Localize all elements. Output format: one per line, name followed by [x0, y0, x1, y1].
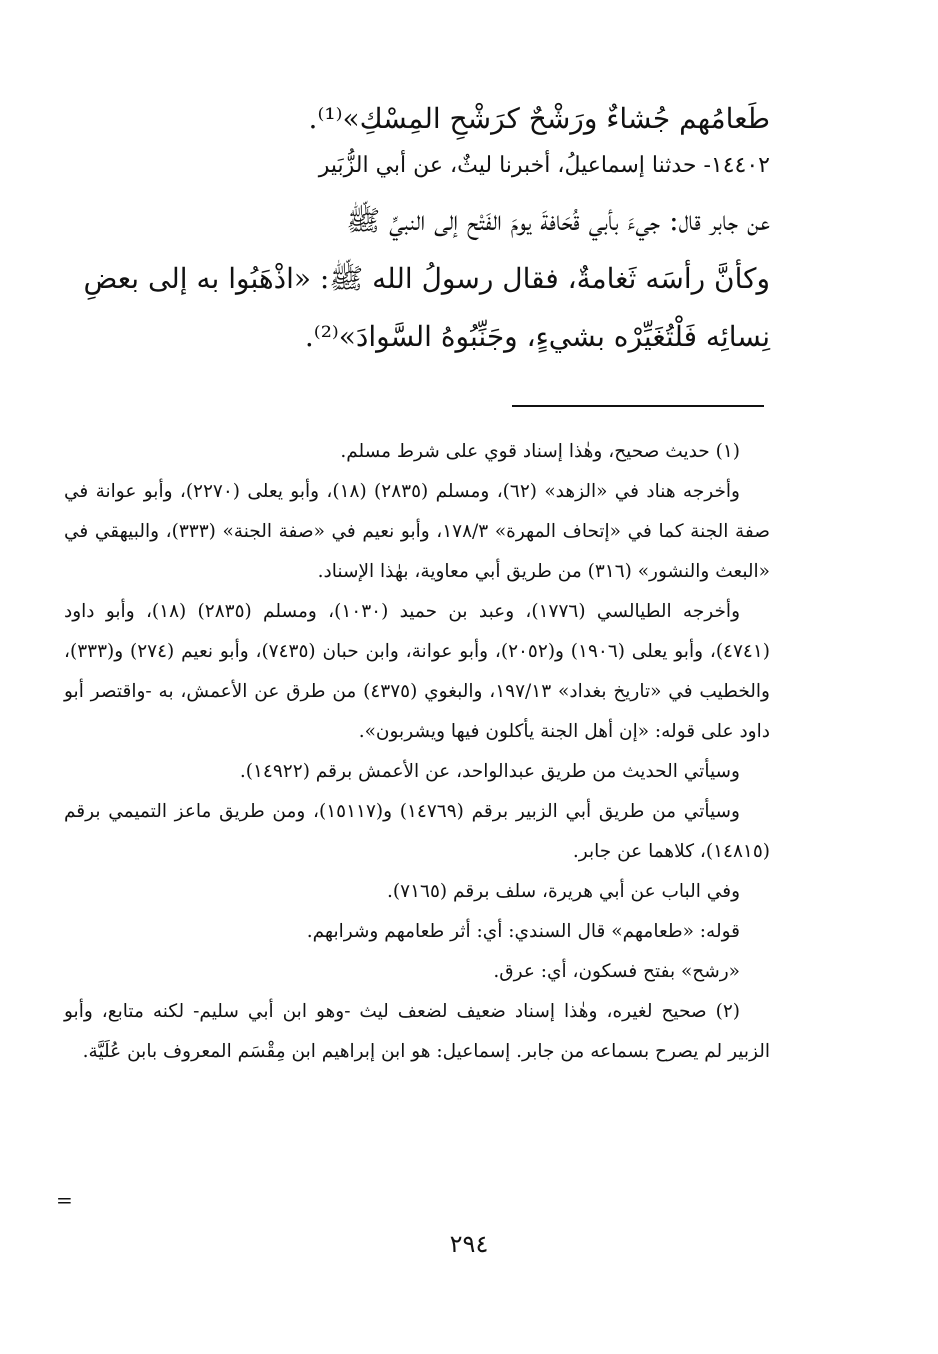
main-line-4: وكأنَّ رأسَه ثَغامةٌ، فقال رسولُ الله ﷺ: «اذْهَبُوا به إلى بعضِ [83, 262, 770, 295]
main-line-3: عن جابر قال: جيءَ بأبي قُحَافةَ يومَ الفَتْح إلى النبيِّ ﷺ [346, 204, 770, 237]
footnote-1: (١) حديث صحيح، وهٰذا إسناد قوي على شرط مسلم. [340, 441, 740, 462]
footnote-paragraph: وفي الباب عن أبي هريرة، سلف برقم (٧١٦٥). [387, 881, 740, 902]
footnote-2: (٢) صحيح لغيره، وهٰذا إسناد ضعيف لضعف ليث -وهو ابن أبي سليم- لكنه متابع، وأبو الزبير لم يصرح بسماعه من جابر. إسماعيل: هو ابن إبراهيم ابن مِقْسَم المعروف بابن عُلَيَّة. [64, 1001, 770, 1062]
main-line-1: طَعامُهم جُشاءٌ ورَشْحٌ كرَشْحِ المِسْكِ»⁽¹⁾. [308, 102, 770, 135]
hadith-chain: ١٤٤٠٢- حدثنا إسماعيلُ، أخبرنا ليثٌ، عن أبي الزُّبَير [318, 153, 770, 178]
footnote-paragraph: وأخرجه الطيالسي (١٧٧٦)، وعبد بن حميد (١٠٣٠)، ومسلم (٢٨٣٥) (١٨)، وأبو داود (٤٧٤١)، وأبو يعلى (١٩٠٦) و(٢٠٥٢)، وأبو عوانة، وابن حبان (٧٤٣٥)، وأبو نعيم (٢٧٤) و(٣٣٣)، والخطيب في «تاريخ بغداد» ١٩٧/١٣، والبغوي (٤٣٧٥) من طرق عن الأعمش، به -واقتصر أبو داود على قوله: «إن أهل الجنة يأكلون فيها ويشربون». [64, 601, 771, 742]
footnote-paragraph: «رشح» بفتح فسكون، أي: عرق. [493, 961, 740, 982]
footnote-paragraph: وسيأتي الحديث من طريق عبدالواحد، عن الأعمش برقم (١٤٩٢٢). [239, 761, 740, 782]
footnote-paragraph: قوله: «طعامهم» قال السندي: أي: أثر طعامهم وشرابهم. [306, 921, 740, 942]
main-line-5: نِسائِه فَلْتُغَيِّرْه بشيءٍ، وجَنِّبُوهُ السَّوادَ»⁽²⁾. [304, 320, 770, 353]
footnote-paragraph: وسيأتي من طريق أبي الزبير برقم (١٤٧٦٩) و(١٥١١٧)، ومن طريق ماعز التميمي برقم (١٤٨١٥)، كلاهما عن جابر. [64, 801, 770, 862]
main-text [62, 90, 770, 366]
footnotes [64, 432, 770, 1072]
page-number: ٢٩٤ [449, 1230, 489, 1258]
continuation-mark: = [56, 1188, 73, 1212]
footnote-divider [512, 405, 764, 407]
footnote-paragraph: وأخرجه هناد في «الزهد» (٦٢)، ومسلم (٢٨٣٥) (١٨)، وأبو يعلى (٢٢٧٠)، وأبو عوانة في صفة الجنة كما في «إتحاف المهرة» ١٧٨/٣، وأبو نعيم في «صفة الجنة» (٣٣٣)، والبيهقي في «البعث والنشور» (٣١٦) من طريق أبي معاوية، بهٰذا الإسناد. [64, 481, 770, 582]
